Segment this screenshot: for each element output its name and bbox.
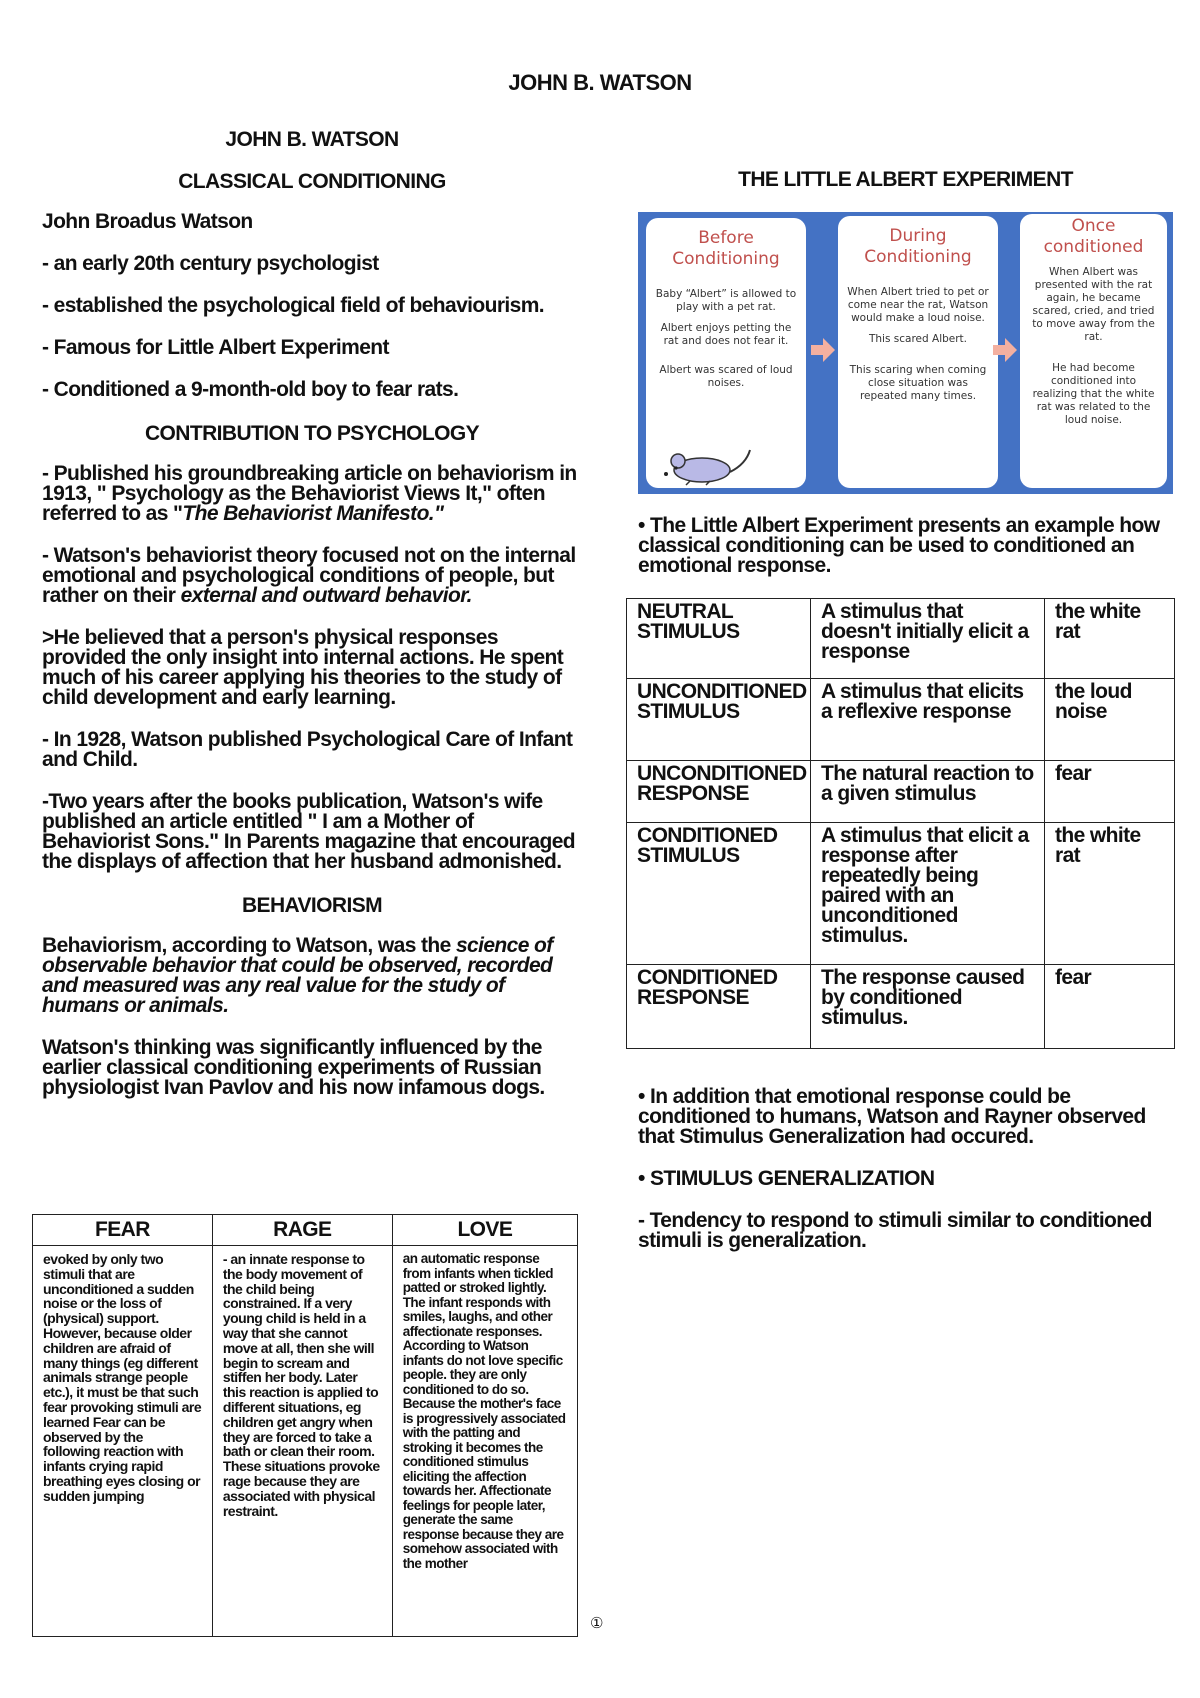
contribution-4: - In 1928, Watson published Psychological Care of Infant and Child. bbox=[42, 728, 573, 771]
stimulus-definition: A stimulus that elicits a reflexive response bbox=[811, 679, 1045, 761]
bullet-3: - Famous for Little Albert Experiment bbox=[42, 336, 389, 359]
header-love: LOVE bbox=[392, 1215, 577, 1246]
stimulus-row bbox=[627, 761, 1175, 823]
stimulus-example: fear bbox=[1045, 761, 1175, 823]
stimulus-definition: A stimulus that elicit a response after repeatedly being paired with an unconditioned stimulus. bbox=[811, 823, 1045, 965]
stimulus-definition: The response caused by conditioned stimulus. bbox=[811, 965, 1045, 1049]
stimulus-term: CONDITIONED STIMULUS bbox=[627, 823, 811, 965]
panel-during-text-2: This scared Albert. bbox=[868, 333, 968, 345]
stimulus-row bbox=[627, 823, 1175, 965]
panel-before-text bbox=[646, 288, 806, 390]
header-fear: FEAR bbox=[33, 1215, 213, 1246]
little-albert-intro: • The Little Albert Experiment presents an example how classical conditioning can be used to conditioned an emotional response. bbox=[638, 514, 1160, 577]
behaviorism-1-emphasis: science of observable behavior that could be observed, recorded and measured was any real value for the study of humans or animals. bbox=[42, 934, 553, 1017]
contribution-1-text: - Published his groundbreaking article on behaviorism in 1913, " Psychology as the Behaviorist Views It," often referred to as " bbox=[42, 462, 577, 525]
stimulus-term: NEUTRAL STIMULUS bbox=[627, 599, 811, 679]
panel-before bbox=[646, 218, 806, 488]
arrow-right-icon bbox=[991, 336, 1019, 364]
little-albert-heading: THE LITTLE ALBERT EXPERIMENT bbox=[738, 168, 1073, 191]
panel-once-text-1: When Albert was presented with the rat again, he became scared, cried, and tried to move away from the rat. bbox=[1032, 266, 1155, 343]
panel-before-text-1: Baby “Albert” is allowed to play with a pet rat. bbox=[655, 288, 797, 313]
name-line: John Broadus Watson bbox=[42, 210, 253, 233]
left-title: JOHN B. WATSON bbox=[225, 128, 399, 151]
contribution-3: >He believed that a person's physical responses provided the only insight into internal actions. He spent much of his career applying his theories to the study of child development and early learning. bbox=[42, 626, 564, 709]
generalization-intro: • In addition that emotional response could be conditioned to humans, Watson and Rayner observed that Stimulus Generalization had occured. bbox=[638, 1085, 1146, 1148]
behaviorism-1-text: Behaviorism, according to Watson, was the bbox=[42, 934, 456, 957]
page-number: ① bbox=[590, 1615, 604, 1632]
panel-during-text-1: When Albert tried to pet or come near the rat, Watson would make a loud noise. bbox=[847, 286, 989, 324]
stimulus-term: CONDITIONED RESPONSE bbox=[627, 965, 811, 1049]
panel-before-title: Before Conditioning bbox=[672, 228, 780, 269]
stimulus-generalization-text: - Tendency to respond to stimuli similar to conditioned stimuli is generalization. bbox=[638, 1209, 1152, 1252]
little-albert-figure bbox=[638, 212, 1173, 494]
stimulus-example: fear bbox=[1045, 965, 1175, 1049]
mouse-icon bbox=[660, 446, 760, 486]
left-column bbox=[42, 128, 582, 1120]
emotions-table bbox=[32, 1214, 578, 1637]
stimulus-row bbox=[627, 965, 1175, 1049]
behaviorism-1 bbox=[42, 936, 582, 1016]
contribution-5: -Two years after the books publication, Watson's wife published an article entitled " I am a Mother of Behaviorist Sons." In Parents magazine that encouraged the displays of affection that her husband admonished. bbox=[42, 790, 576, 873]
panel-once-text bbox=[1020, 266, 1167, 427]
stimulus-example: the white rat bbox=[1045, 599, 1175, 679]
panel-once-text-2: He had become conditioned into realizing that the white rat was related to the loud noise. bbox=[1032, 362, 1155, 426]
panel-during-title: During Conditioning bbox=[864, 226, 972, 267]
left-subtitle: CLASSICAL CONDITIONING bbox=[178, 170, 446, 193]
bullet-1: - an early 20th century psychologist bbox=[42, 252, 379, 275]
panel-once-title: Once conditioned bbox=[1043, 216, 1144, 257]
stimulus-definition: The natural reaction to a given stimulus bbox=[811, 761, 1045, 823]
contribution-2-text: - Watson's behaviorist theory focused not on the internal emotional and psychological conditions of people, but rather on their bbox=[42, 544, 576, 607]
panel-during bbox=[838, 216, 998, 488]
bullet-2: - established the psychological field of behaviourism. bbox=[42, 294, 545, 317]
panel-during-text bbox=[838, 286, 998, 403]
panel-during-text-3: This scaring when coming close situation was repeated many times. bbox=[849, 364, 987, 402]
header-rage: RAGE bbox=[212, 1215, 392, 1246]
stimulus-term: UNCONDITIONED RESPONSE bbox=[627, 761, 811, 823]
contribution-1-emphasis: The Behaviorist Manifesto." bbox=[182, 502, 444, 525]
stimulus-table bbox=[626, 598, 1175, 1049]
stimulus-example: the loud noise bbox=[1045, 679, 1175, 761]
panel-once bbox=[1020, 214, 1167, 488]
contribution-1 bbox=[42, 464, 582, 524]
stimulus-row bbox=[627, 679, 1175, 761]
stimulus-definition: A stimulus that doesn't initially elicit a response bbox=[811, 599, 1045, 679]
arrow-right-icon bbox=[809, 336, 837, 364]
contribution-2 bbox=[42, 546, 582, 606]
page-title: JOHN B. WATSON bbox=[508, 70, 692, 95]
stimulus-generalization-heading: • STIMULUS GENERALIZATION bbox=[638, 1167, 935, 1190]
right-column bbox=[638, 168, 1173, 1273]
fear-cell: evoked by only two stimuli that are unconditioned a sudden noise or the loss of (physical) support. However, because older children are afraid of many things (eg different animals strange people etc.), it must be that such fear provoking stimuli are learned Fear can be observed by the following reaction with infants crying rapid breathing eyes closing or sudden jumping bbox=[33, 1246, 213, 1637]
contribution-2-emphasis: external and outward behavior. bbox=[180, 584, 472, 607]
stimulus-example: the white rat bbox=[1045, 823, 1175, 965]
emotions-body-row bbox=[33, 1246, 578, 1637]
panel-before-text-2: Albert enjoys petting the rat and does not fear it. bbox=[660, 322, 792, 347]
stimulus-row bbox=[627, 599, 1175, 679]
contribution-heading: CONTRIBUTION TO PSYCHOLOGY bbox=[144, 422, 480, 445]
behaviorism-2: Watson's thinking was significantly influenced by the earlier classical conditioning experiments of Russian physiologist Ivan Pavlov and his now infamous dogs. bbox=[42, 1036, 545, 1099]
emotions-header-row bbox=[33, 1215, 578, 1246]
bullet-4: - Conditioned a 9-month-old boy to fear rats. bbox=[42, 378, 459, 401]
behaviorism-heading: BEHAVIORISM bbox=[241, 894, 383, 917]
rage-cell: - an innate response to the body movement of the child being constrained. If a very young child is held in a way that she cannot move at all, then she will begin to scream and stiffen her body. Later this reaction is applied to different situations, eg children get angry when they are forced to take a bath or clean their room. These situations provoke rage because they are associated with physical restraint. bbox=[212, 1246, 392, 1637]
stimulus-term: UNCONDITIONED STIMULUS bbox=[627, 679, 811, 761]
love-cell: an automatic response from infants when tickled patted or stroked lightly. The infant responds with smiles, laughs, and other affectionate responses. According to Watson infants do not love specific people. they are only conditioned to do so. Because the mother's face is progressively associated with the patting and stroking it becomes the conditioned stimulus eliciting the affection towards her. Affectionate feelings for people later, generate the same response because they are somehow associated with the mother bbox=[392, 1246, 577, 1637]
panel-before-text-3: Albert was scared of loud noises. bbox=[659, 364, 793, 389]
